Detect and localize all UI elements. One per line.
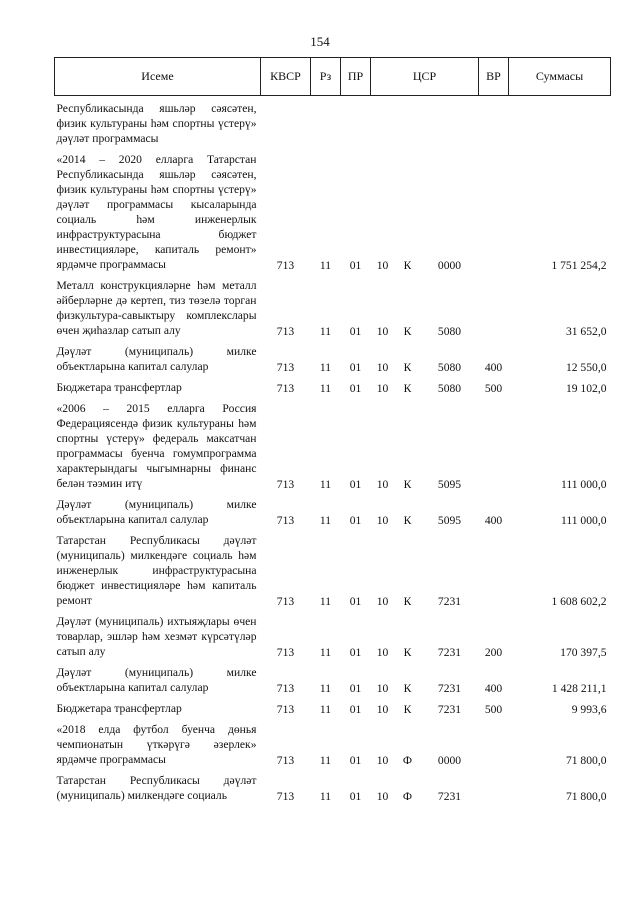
header-csr: ЦСР	[371, 58, 479, 96]
row-rz: 11	[319, 754, 332, 767]
row-sum: 31 652,0	[565, 325, 607, 338]
row-csr-program: 10	[376, 754, 389, 767]
table-row	[55, 768, 611, 804]
row-pr: 01	[349, 478, 362, 491]
row-pr: 01	[349, 382, 362, 395]
row-rz: 11	[319, 682, 332, 695]
row-csr-program: 10	[376, 703, 389, 716]
table-row	[55, 696, 611, 717]
row-csr-subprogram: К	[403, 682, 412, 695]
row-kvsr: 713	[276, 646, 295, 659]
row-sum: 12 550,0	[565, 361, 607, 374]
row-pr: 01	[349, 361, 362, 374]
table-row	[55, 396, 611, 492]
row-vr: 500	[484, 382, 503, 395]
row-sum: 1 608 602,2	[551, 595, 607, 608]
row-csr-subprogram: К	[403, 595, 412, 608]
header-name: Исеме	[55, 58, 261, 96]
row-rz: 11	[319, 478, 332, 491]
row-rz: 11	[319, 382, 332, 395]
row-kvsr: 713	[276, 682, 295, 695]
row-name: Металл конструкцияләрне һәм металл әйберләрне дә кертеп, тиз төзелә торган физкультура-савыктыру комплекслары өчен җиһазлар сатып алу	[56, 279, 257, 337]
row-csr-code: 5080	[437, 325, 462, 338]
page-number: 154	[310, 34, 330, 49]
table-row	[55, 717, 611, 768]
row-kvsr: 713	[276, 478, 295, 491]
row-kvsr: 713	[276, 382, 295, 395]
row-name: Дәүләт (муниципаль) милке объектларына капитал салулар	[56, 666, 257, 694]
row-sum: 71 800,0	[565, 790, 607, 803]
row-name: «2014 – 2020 елларга Татарстан Республикасында яшьләр сәясәтен, физик культураны һәм спортны үстерү» дәүләт программасы кысаларында социаль һәм инженерлык инфраструктурасына бюджет инвестицияләре, капиталь ремонт» ярдәмче программасы	[56, 153, 257, 271]
row-csr-program: 10	[376, 325, 389, 338]
row-vr	[479, 96, 509, 148]
row-csr-subprogram: К	[403, 259, 412, 272]
row-csr-program: 10	[376, 646, 389, 659]
row-name: Бюджетара трансфертлар	[56, 381, 182, 394]
row-kvsr: 713	[276, 259, 295, 272]
row-sum: 111 000,0	[561, 514, 607, 527]
row-vr	[479, 147, 509, 273]
row-csr-subprogram: Ф	[402, 790, 413, 803]
table-row	[55, 492, 611, 528]
header-rz: Рз	[311, 58, 341, 96]
row-csr-code: 7231	[437, 703, 462, 716]
header-vr: ВР	[479, 58, 509, 96]
header-kvsr: КВСР	[261, 58, 311, 96]
row-csr-subprogram: К	[403, 703, 412, 716]
row-pr	[341, 96, 371, 148]
row-kvsr: 713	[276, 790, 295, 803]
row-csr-program: 10	[376, 259, 389, 272]
row-sum: 1 751 254,2	[551, 259, 607, 272]
row-vr: 400	[484, 361, 503, 374]
row-csr-subprogram	[395, 96, 421, 148]
row-name: Дәүләт (муниципаль) милке объектларына капитал салулар	[56, 498, 257, 526]
row-sum: 71 800,0	[565, 754, 607, 767]
table-row	[55, 339, 611, 375]
row-csr-program: 10	[376, 478, 389, 491]
row-rz: 11	[319, 325, 332, 338]
row-csr-subprogram: К	[403, 514, 412, 527]
row-csr-program	[371, 96, 395, 148]
row-sum	[509, 96, 611, 148]
row-name: Дәүләт (муниципаль) милке объектларына капитал салулар	[56, 345, 257, 373]
row-csr-program: 10	[376, 361, 389, 374]
row-pr: 01	[349, 682, 362, 695]
row-csr-code: 5080	[437, 382, 462, 395]
row-csr-subprogram: К	[403, 478, 412, 491]
row-pr: 01	[349, 325, 362, 338]
row-rz: 11	[319, 514, 332, 527]
table-row	[55, 609, 611, 660]
row-csr-program: 10	[376, 595, 389, 608]
row-kvsr: 713	[276, 514, 295, 527]
row-rz: 11	[319, 703, 332, 716]
row-kvsr: 713	[276, 703, 295, 716]
row-csr-program: 10	[376, 382, 389, 395]
row-csr-program: 10	[376, 682, 389, 695]
row-pr: 01	[349, 790, 362, 803]
row-csr-code: 5095	[437, 514, 462, 527]
table-row	[55, 660, 611, 696]
row-pr: 01	[349, 514, 362, 527]
row-rz: 11	[319, 361, 332, 374]
row-pr: 01	[349, 703, 362, 716]
row-name: Татарстан Республикасы дәүләт (муниципаль) милкендәге социаль	[56, 774, 257, 802]
budget-table	[54, 57, 611, 804]
row-sum: 111 000,0	[561, 478, 607, 491]
row-vr: 200	[484, 646, 503, 659]
row-kvsr: 713	[276, 325, 295, 338]
row-pr: 01	[349, 595, 362, 608]
row-name: Бюджетара трансфертлар	[56, 702, 182, 715]
row-csr-subprogram: Ф	[402, 754, 413, 767]
table-row	[55, 273, 611, 339]
row-rz: 11	[319, 595, 332, 608]
row-csr-subprogram: К	[403, 325, 412, 338]
row-name: Республикасында яшьләр сәясәтен, физик культураны һәм спортны үстерү» дәүләт программасы	[56, 102, 257, 145]
row-kvsr: 713	[276, 595, 295, 608]
header-pr: ПР	[341, 58, 371, 96]
row-rz: 11	[319, 259, 332, 272]
row-kvsr: 713	[276, 754, 295, 767]
row-sum: 1 428 211,1	[551, 682, 607, 695]
row-name: Татарстан Республикасы дәүләт (муниципаль) милкендәге социаль һәм инженерлык инфраструктурасына бюджет инвестицияләре һәм капиталь ремонт	[56, 534, 257, 607]
table-row	[55, 147, 611, 273]
row-name: Дәүләт (муниципаль) ихтыяҗлары өчен товарлар, эшләр һәм хезмәт күрсәтүләр сатып алу	[56, 615, 257, 658]
row-pr: 01	[349, 259, 362, 272]
row-csr-code: 0000	[437, 259, 462, 272]
row-name: «2018 елда футбол буенча дөнья чемпионатын үткәрүгә әзерлек» ярдәмче программасы	[56, 723, 257, 766]
row-csr-program: 10	[376, 514, 389, 527]
row-pr: 01	[349, 646, 362, 659]
row-csr-subprogram: К	[403, 646, 412, 659]
row-kvsr	[261, 96, 311, 148]
row-csr-code: 5080	[437, 361, 462, 374]
row-csr-code	[421, 96, 479, 148]
table-header-row	[55, 58, 611, 96]
row-name: «2006 – 2015 елларга Россия Федерациясендә физик культураны һәм спортны үстерү» федераль максатчан программасы буенча гомумпрограмма характерындагы чыгымнарны финанс белән тәэмин итү	[56, 402, 257, 490]
row-rz	[311, 96, 341, 148]
row-csr-code: 7231	[437, 682, 462, 695]
table-row	[55, 375, 611, 396]
header-sum: Суммасы	[509, 58, 611, 96]
table-row	[55, 96, 611, 148]
row-vr	[479, 768, 509, 804]
row-sum: 9 993,6	[571, 703, 607, 716]
row-pr: 01	[349, 754, 362, 767]
row-csr-code: 7231	[437, 595, 462, 608]
row-vr	[479, 396, 509, 492]
row-kvsr: 713	[276, 361, 295, 374]
row-vr: 400	[484, 514, 503, 527]
row-rz: 11	[319, 790, 332, 803]
row-vr	[479, 528, 509, 609]
row-vr: 400	[484, 682, 503, 695]
row-csr-subprogram: К	[403, 382, 412, 395]
row-csr-code: 0000	[437, 754, 462, 767]
row-vr	[479, 273, 509, 339]
row-vr	[479, 717, 509, 768]
row-vr: 500	[484, 703, 503, 716]
row-rz: 11	[319, 646, 332, 659]
row-sum: 19 102,0	[565, 382, 607, 395]
row-csr-code: 7231	[437, 646, 462, 659]
row-csr-subprogram: К	[403, 361, 412, 374]
row-csr-code: 7231	[437, 790, 462, 803]
row-sum: 170 397,5	[560, 646, 607, 659]
row-csr-program: 10	[376, 790, 389, 803]
row-csr-code: 5095	[437, 478, 462, 491]
table-row	[55, 528, 611, 609]
